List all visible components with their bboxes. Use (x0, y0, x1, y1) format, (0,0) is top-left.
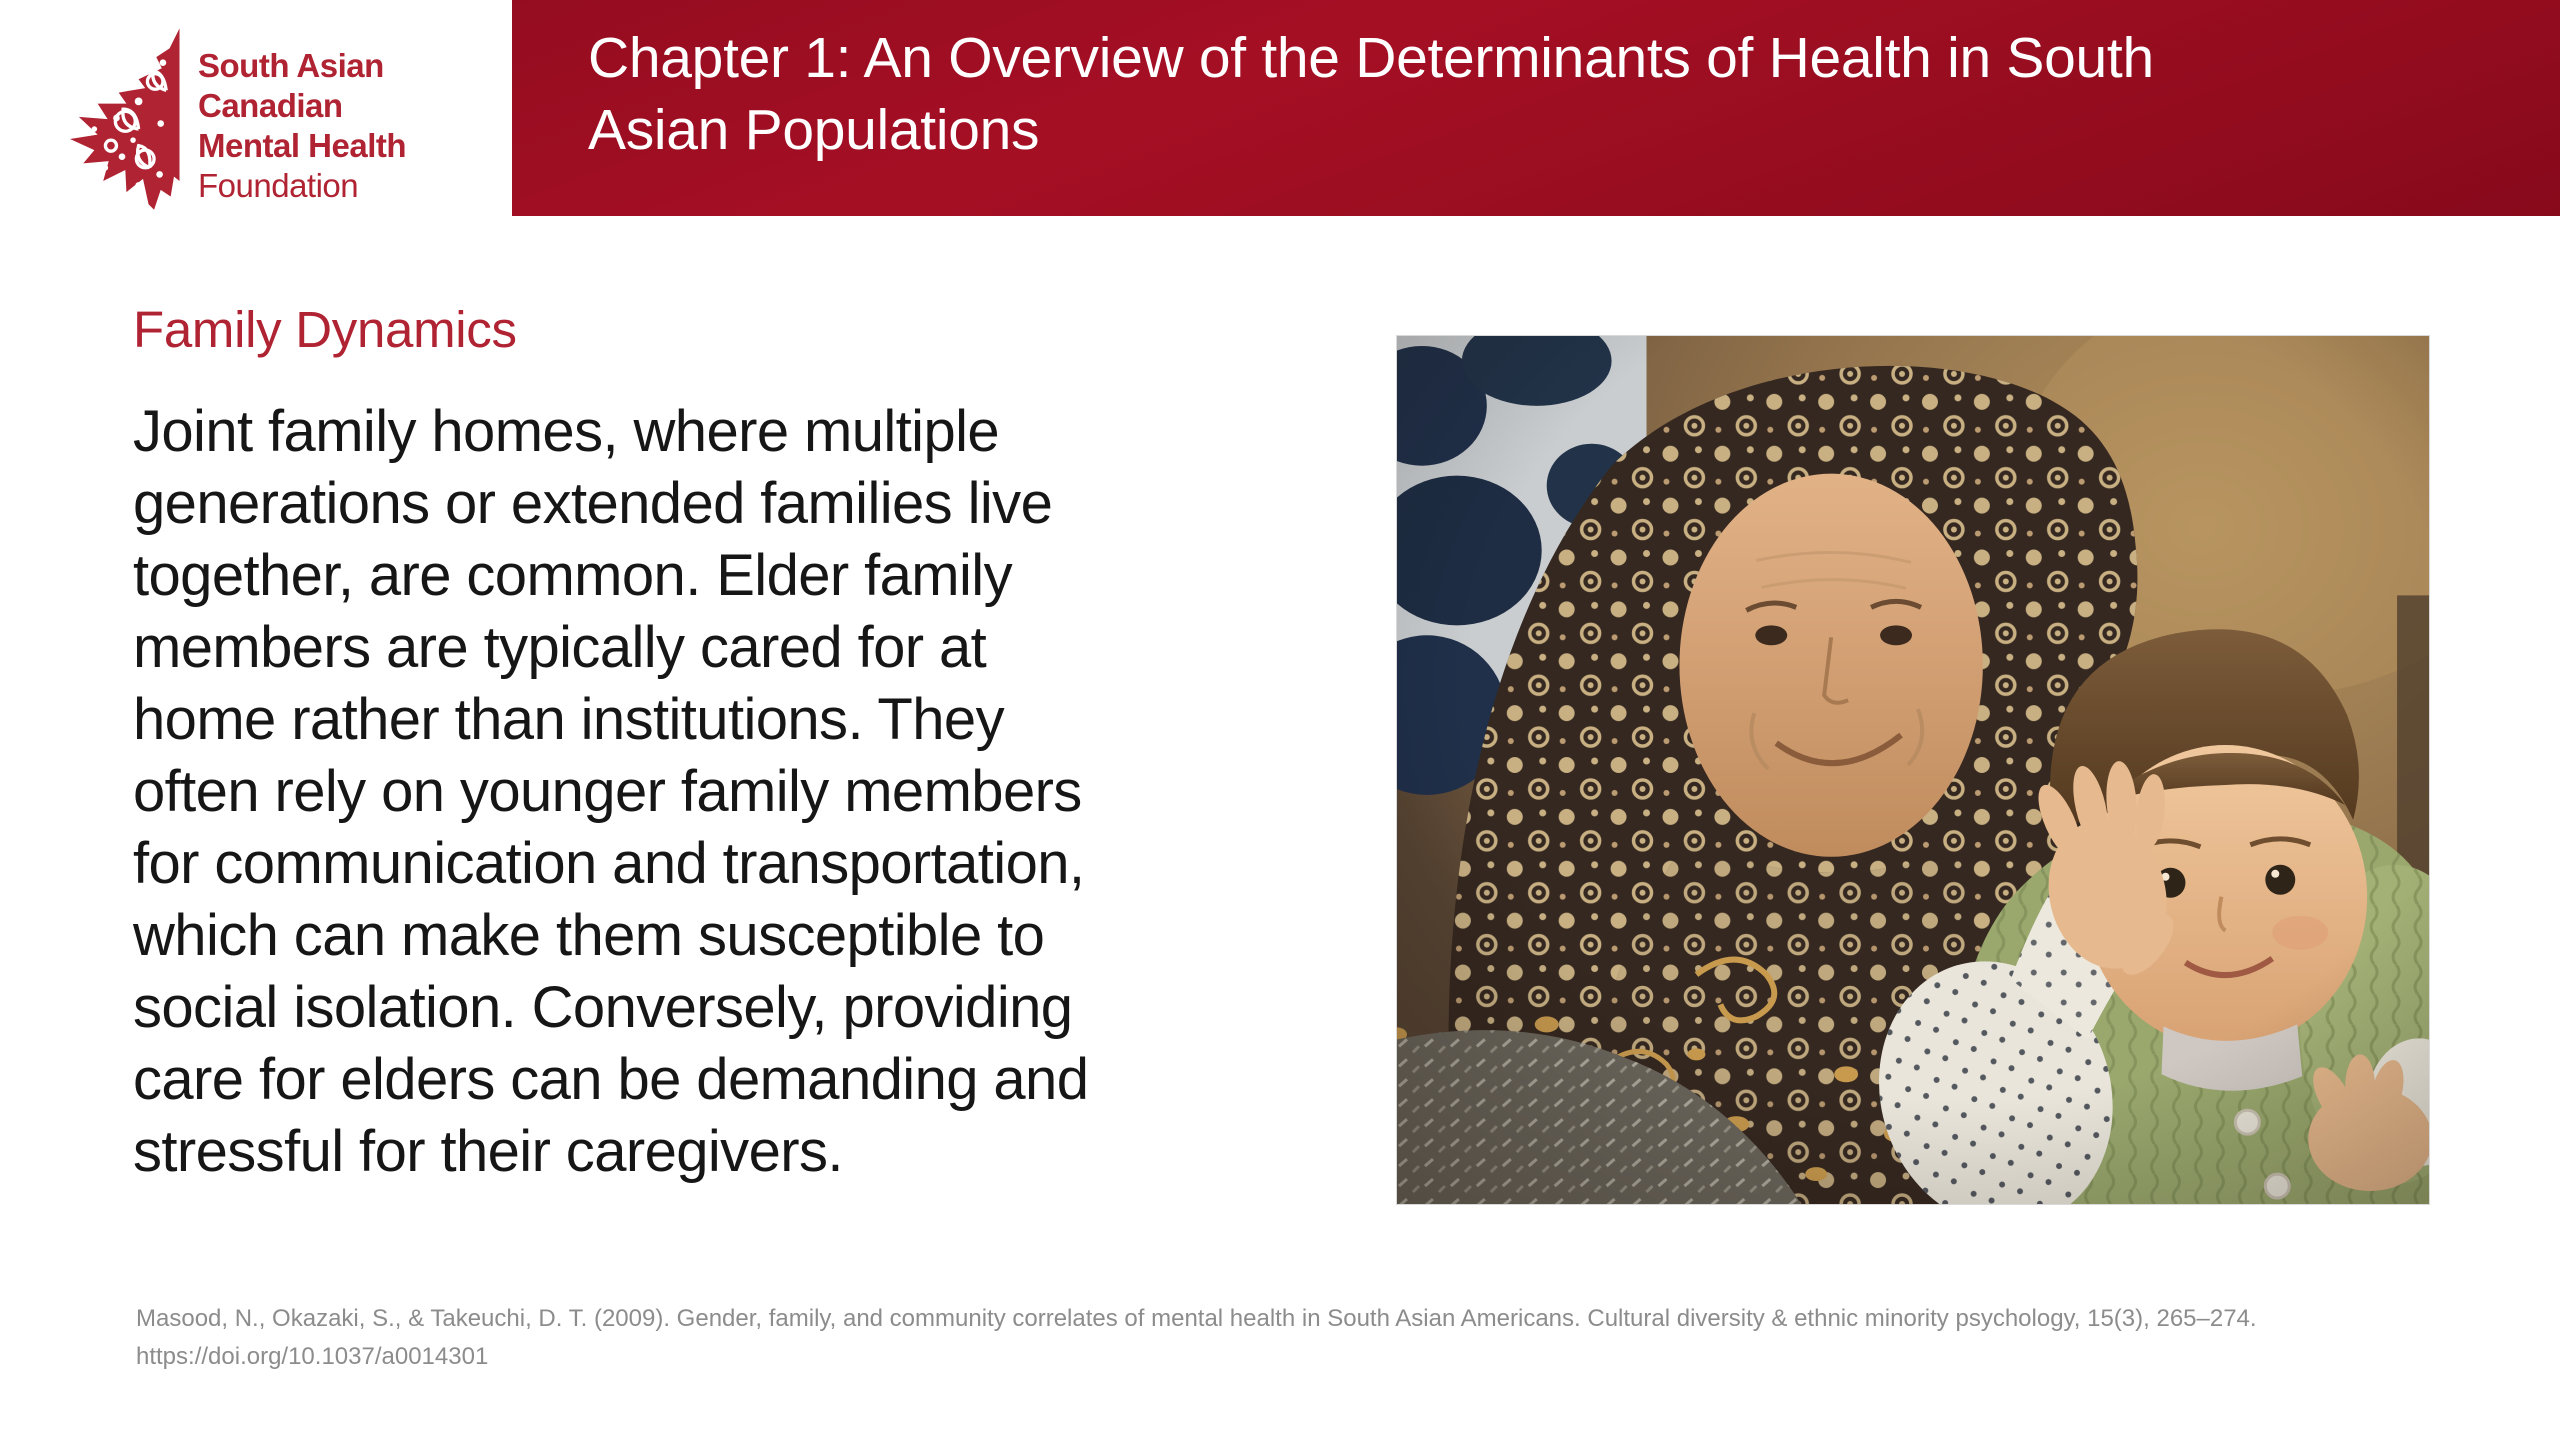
photo-grandmother-and-child (1396, 335, 2430, 1205)
citation-text: Masood, N., Okazaki, S., & Takeuchi, D. T. (2009). Gender, family, and community correlates of mental health in South Asian Americans. Cultural diversity & ethnic minority psychology, 15(3), 265–274. (136, 1305, 2257, 1332)
body-line: members are typically cared for at (133, 615, 987, 680)
half-maple-leaf-icon (60, 24, 184, 212)
body-line: which can make them susceptible to (133, 903, 1045, 968)
body-line: social isolation. Conversely, providing (133, 975, 1073, 1040)
logo-line-4: Foundation (198, 167, 359, 204)
citation-url: https://doi.org/10.1037/a0014301 (136, 1343, 489, 1370)
body-line: stressful for their caregivers. (133, 1119, 843, 1184)
slide-title-line-2: Asian Populations (588, 98, 1040, 162)
body-line: home rather than institutions. They (133, 687, 1004, 752)
logo-line-2: Canadian (198, 87, 343, 124)
slide-title-line-1: Chapter 1: An Overview of the Determinants of Health in South (588, 26, 2154, 90)
citation (136, 1300, 2257, 1376)
section-heading: Family Dynamics (133, 301, 517, 358)
slide-title (588, 22, 2154, 166)
logo-area (0, 0, 512, 216)
body-line: for communication and transportation, (133, 831, 1085, 896)
body-line: together, are common. Elder family (133, 543, 1012, 608)
body-line: care for elders can be demanding and (133, 1047, 1089, 1112)
logo-line-3: Mental Health (198, 127, 407, 164)
body-line: generations or extended families live (133, 471, 1053, 536)
body-line: often rely on younger family members (133, 759, 1082, 824)
body-line: Joint family homes, where multiple (133, 399, 1000, 464)
body-text (133, 396, 1088, 1188)
logo-line-1: South Asian (198, 47, 384, 84)
header-banner (512, 0, 2560, 216)
photo-illustration (1397, 336, 2429, 1204)
logo-wordmark (198, 46, 406, 206)
